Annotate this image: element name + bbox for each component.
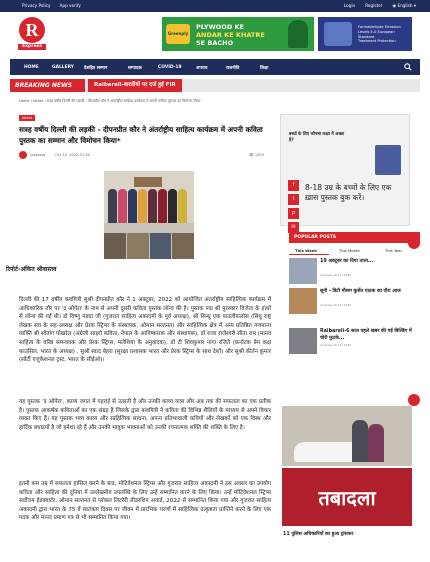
person-shape: [352, 420, 368, 462]
author-name[interactable]: rexpress: [30, 153, 46, 157]
popular-tabs: [289, 245, 420, 255]
list-item[interactable]: [289, 328, 420, 358]
post-title: 19 अक्टूबर का दिया ताला...: [320, 259, 374, 264]
photo-thumbnails: [104, 233, 194, 259]
post-meta: rexpress Oct 5, 2022: [320, 273, 352, 277]
breaking-news-bar: [10, 79, 420, 92]
post-thumbnail: [289, 288, 317, 314]
article-meta: [19, 151, 269, 160]
transfer-caption[interactable]: 11 पुलिस अधिकारियों का हुआ ट्रांसफर: [283, 532, 354, 537]
car-ad-image[interactable]: [282, 406, 412, 466]
article-paragraph-1: दिल्ली की 17 वर्षीय कवयित्री सुश्री दीपनप्रीत कौर ने 1 अक्टूबर, 2022 को आयोजित अंतर्राष्ट्रीय साहित्यिक कार्यक्रम में आधिकारिक तौर पर 'द ओपेरा' के नाम से अपनी दूसरी कविता पुस्तक लॉन्च की है। पुस्तक पद्म श्री पुरस्कार विजेता के हाथों से लॉन्च की गई थी। डॉ विष्णु पंड्या जी (गुजरात साहित्य अकादमी के पूर्व अध्यक्ष), श्री सिन्धु एक पाउलीफलोस (सिंधु राष्ट्र लेखक संघ के सह-अध्यक्ष और प्रेरक स्ट्रिप्स के संस्थापक, ओमान सल्तनत) और साहित्यिक क्षेत्र में अन्य प्रतिष्ठित गणमान्य व्यक्ति श्री श्वेतांग पोखरेल (अंग्रेजी साइरो कविता, नेपाल के आविष्कारक और संस्थापक), डॉ राजा राजेश्वरी सीता राम (मानव साहित्य के वरिष्ठ समन्वयक और प्रेरक स्ट्रिप्स, मलेशिया के अनुवादक), डॉ टी शिवकुमार नागा रजिते (कर्नाटक प्रेम कक्ष काउंसिल, भारत के अध्यक्ष) , सुश्री स्वाद बेहरा (सुरक्षा प्रशासक भारत और प्रेरक स्ट्रिप्स के साथ देशों) और सुश्री कीर्तन कुमार (सोर्टी एजुकेशनल ट्रस्ट, भारत के सीईओ)।: [19, 297, 271, 364]
article-paragraph-3: इतनी कम उम्र में सफलता हासिल करने के बाद, मोटिवेशनल स्ट्रिप्स और गुजरात साहित्य अकादमी ने इस अवसर का उपयोग कविता और साहित्य की दुनिया में उल्लेखनीय उपलब्धि के लिए उन्हें सम्मानित करने के लिए किया। उन्हें मोटिवेशनल स्ट्रिप्स सर्वोत्तम हेडक्वार्टर, ओमान सल्तनत से ग्लोबल लिटरेरी लीडरशिप अवार्ड, 2022 से सम्मानित किया गया और गुजरात साहित्य अकादमी द्वारा भारत के 75 वें स्वतंत्रता दिवस पर जीवन में प्रारंभिक चरणों में साहित्यिक उत्कृष्टता प्राप्तिने करने के लिए एक पदक और मानद प्रमाण पत्र से भी सम्मानित किया गया।: [19, 481, 271, 522]
photo-person: [168, 189, 177, 223]
photo-person: [178, 189, 187, 223]
transfer-word: तबादला: [318, 486, 376, 510]
photo-person: [128, 189, 137, 223]
photo-person: [138, 189, 147, 223]
thumbnail[interactable]: [150, 233, 172, 259]
ad-text-2: Treatment Protection: [358, 39, 396, 43]
ad-brand: Greenply: [166, 24, 190, 44]
nav-politics[interactable]: राजनीति: [226, 65, 240, 71]
post-title: Raibareli-6 साल पहले खबर की गई बिल्डिंग में चोरी फुटके...: [320, 329, 412, 341]
breaking-headline[interactable]: Raibareli-बारतीयों पर दर्ज हुई FIR: [88, 79, 182, 92]
photo-person: [158, 189, 167, 223]
login-link[interactable]: Login: [343, 3, 356, 8]
language-label: English: [397, 3, 413, 8]
social-share-bar: [288, 180, 299, 236]
person-shape: [368, 424, 384, 462]
nav-education[interactable]: शिक्षा: [260, 65, 269, 71]
post-thumbnail: [289, 258, 317, 284]
sidebar-ad-text: 8-18 उम्र के बच्चों के लिए एक ख़ास पुस्तक बुक करें।: [305, 183, 392, 202]
active-tab-underline: [289, 254, 329, 255]
thumbnail[interactable]: [172, 233, 194, 259]
post-thumbnail: [289, 328, 317, 354]
breadcrumb[interactable]: Home / latest / सत्रह वर्षीय दिल्ली की लड़की - दीपनप्रीत कौर ने अंतर्राष्ट्रीय साहित्य कार्यक्रम में अपनी कविता पुस्तक का विमोचन किया: [19, 99, 201, 103]
email-icon[interactable]: ✉: [288, 222, 299, 233]
nav-editor[interactable]: सम्पादक: [128, 65, 142, 71]
transfer-news-image[interactable]: [282, 468, 412, 526]
article-paragraph-2: यह पुस्तक 'द ओपेरा', काव्य जगत में गहराई से उतरती है और उनकी काव्य यात्रा और अब तक की सफलता का एक प्रतीक है। पुस्तक आकर्षक कविताओं का एक संग्रह है जिसके द्वारा कवयित्री ने कविता की विभिन्न शैलियों के माध्यम से अपने विचार व्यक्त किए हैं। यह पुस्तक भव्य काव्य और साहित्यिक साधना, अपना प्रतिभावाली कवियों और लेखकों को एक विस्थ और हार्दिक बधाइयों है जो हमेशा रहे हैं और उनकी भावुक भावनाओं को उनकी रचनात्मक शक्ति की शक्ति के लिए है।: [19, 399, 271, 431]
post-meta: rexpress Oct 8, 2022: [320, 343, 352, 347]
main-navigation: [10, 59, 420, 75]
ad-figure: [288, 20, 308, 48]
report-author: रिपोर्ट-अंकित श्रीवास्तव: [6, 266, 57, 273]
ad-line-2: ANDAR KE KHATRE: [196, 31, 265, 39]
photo-person: [118, 189, 127, 223]
nav-crime[interactable]: अपराध: [196, 65, 208, 71]
tab-this-month[interactable]: This Month: [339, 248, 360, 253]
twitter-icon[interactable]: t: [288, 194, 299, 205]
author-avatar: [19, 151, 27, 159]
register-link[interactable]: Register: [365, 3, 383, 8]
publish-date: Oct 15, 2022 07:30: [55, 153, 90, 157]
nav-gallery[interactable]: GALLERY: [52, 64, 74, 70]
views-count: 👁 1493: [249, 153, 264, 157]
breaking-label: BREAKING NEWS: [10, 79, 85, 92]
nav-covid[interactable]: COVID-19: [158, 64, 182, 70]
ad-text-1: Formaldehyde Emission Levels E-0 European Standard: [358, 25, 401, 39]
privacy-link[interactable]: Privacy Policy: [22, 3, 51, 8]
search-icon[interactable]: [404, 63, 412, 71]
ad-line-1: PLYWOOD KE: [196, 23, 244, 31]
nav-home[interactable]: HOME: [24, 64, 39, 70]
logo-letter: R: [19, 17, 45, 43]
logo-text: Express: [18, 44, 46, 50]
app-verify-link[interactable]: App verify: [59, 3, 81, 8]
thumbnail[interactable]: [127, 233, 149, 259]
article-photo: [104, 171, 194, 259]
post-meta: rexpress Oct 6, 2022: [320, 303, 352, 307]
sidebar-ad-book: [375, 145, 401, 175]
photo-banner: [134, 177, 162, 187]
ad-image: [324, 22, 352, 46]
tab-this-year[interactable]: This Year: [385, 248, 403, 253]
post-title: सूनी - डिटी मौसम कुर्सेत पाठक का दौरा आज: [320, 289, 401, 294]
emission-ad-banner[interactable]: [318, 17, 412, 51]
list-item[interactable]: [289, 288, 420, 318]
photo-person: [108, 189, 117, 223]
category-tag[interactable]: latest: [19, 115, 35, 121]
nav-honor[interactable]: देशहित सम्मान: [84, 65, 108, 71]
ad-line-3: SE BACHO: [196, 39, 234, 47]
photo-person: [148, 189, 157, 223]
site-logo[interactable]: [18, 17, 46, 54]
pinterest-icon[interactable]: p: [288, 208, 299, 219]
facebook-icon[interactable]: f: [288, 180, 299, 191]
sidebar-ad-question: बच्चों के लिए कौनसा कक्षा में अच्छा है?: [289, 131, 345, 142]
article-title: सत्रह वर्षीय दिल्ली की लड़की - दीपनप्रीत कौर ने अंतर्राष्ट्रीय साहित्य कार्यक्रम में अपनी कविता पुस्तक का सम्मान और विमोचन किया*: [19, 125, 263, 145]
scroll-top-icon[interactable]: [408, 394, 420, 406]
thumbnail[interactable]: [104, 233, 126, 259]
tab-this-week[interactable]: This Week: [295, 248, 317, 253]
popular-posts-header: POPULAR POSTS: [289, 232, 420, 243]
views-number: 1493: [254, 153, 264, 157]
plywood-ad-banner[interactable]: [162, 17, 314, 51]
list-item[interactable]: [289, 258, 420, 288]
sidebar-ad[interactable]: [280, 114, 410, 226]
language-select[interactable]: ◉ English ▾: [392, 3, 416, 8]
top-bar: [0, 0, 430, 12]
